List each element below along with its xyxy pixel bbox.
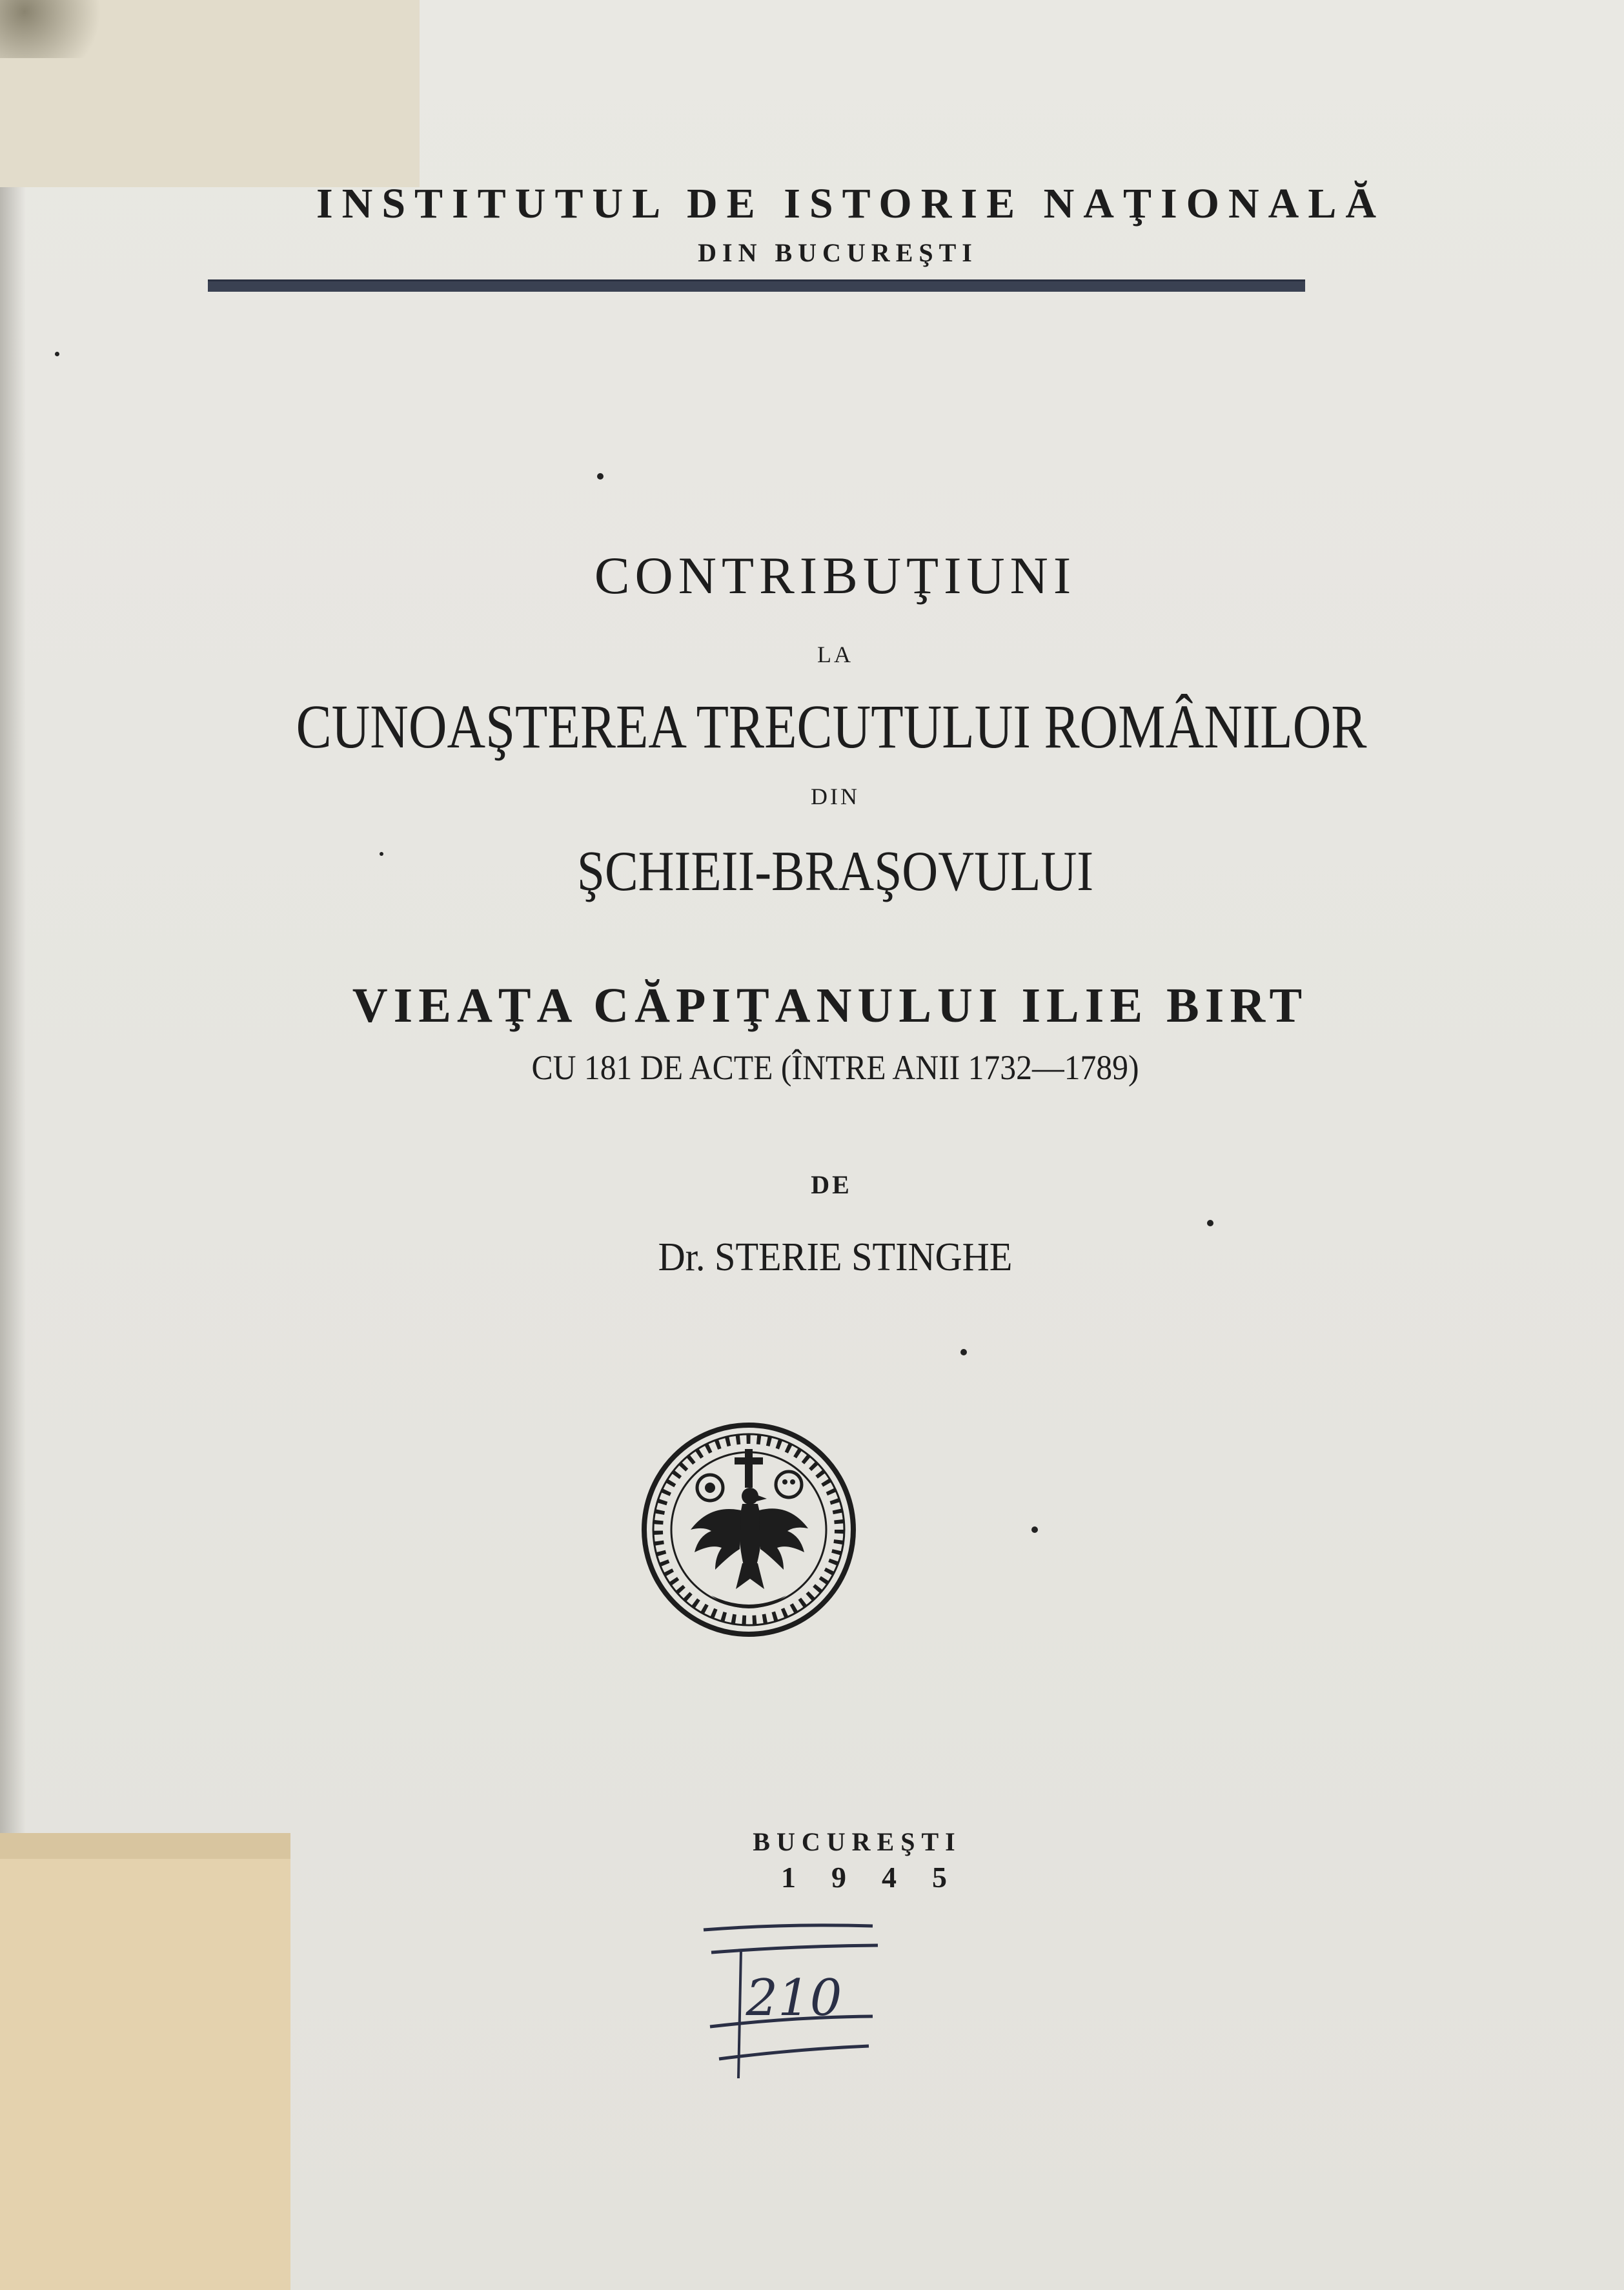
- title-line-2: LA: [817, 642, 853, 667]
- subtitle-line-1: VIEAŢA CĂPIŢANULUI ILIE BIRT: [352, 978, 1308, 1033]
- title-line-5: ŞCHIEII-BRAŞOVULUI: [576, 840, 1094, 903]
- institution-name: INSTITUTUL DE ISTORIE NAŢIONALĂ: [316, 180, 1385, 227]
- tape-strip-bottom: [0, 1833, 290, 2290]
- imprint-year: 1945: [781, 1861, 982, 1894]
- title-line-4: DIN: [811, 784, 860, 809]
- title-line-1: CONTRIBUŢIUNI: [594, 546, 1077, 605]
- corner-stain: [0, 0, 123, 58]
- paper-speck: [1207, 1220, 1213, 1226]
- paper-speck: [380, 852, 383, 856]
- title-line-3: CUNOAŞTEREA TRECUTULUI ROMÂNILOR: [296, 692, 1367, 761]
- eagle-with-cross-seal-icon: [639, 1420, 858, 1639]
- paper-speck: [960, 1349, 967, 1355]
- handwritten-shelf-note: [697, 1917, 891, 2098]
- paper-speck: [597, 473, 604, 480]
- institution-city: DIN BUCUREŞTI: [698, 238, 978, 267]
- author-name: Dr. STERIE STINGHE: [658, 1235, 1013, 1279]
- paper-speck: [1031, 1526, 1038, 1533]
- subtitle-line-2: CU 181 DE ACTE (ÎNTRE ANII 1732—1789): [531, 1048, 1139, 1087]
- header-rule: [208, 279, 1305, 292]
- handwritten-number: 210: [746, 1969, 842, 2027]
- paper-speck: [55, 352, 59, 356]
- byline-by: DE: [811, 1170, 852, 1199]
- imprint-place: BUCUREŞTI: [753, 1827, 962, 1856]
